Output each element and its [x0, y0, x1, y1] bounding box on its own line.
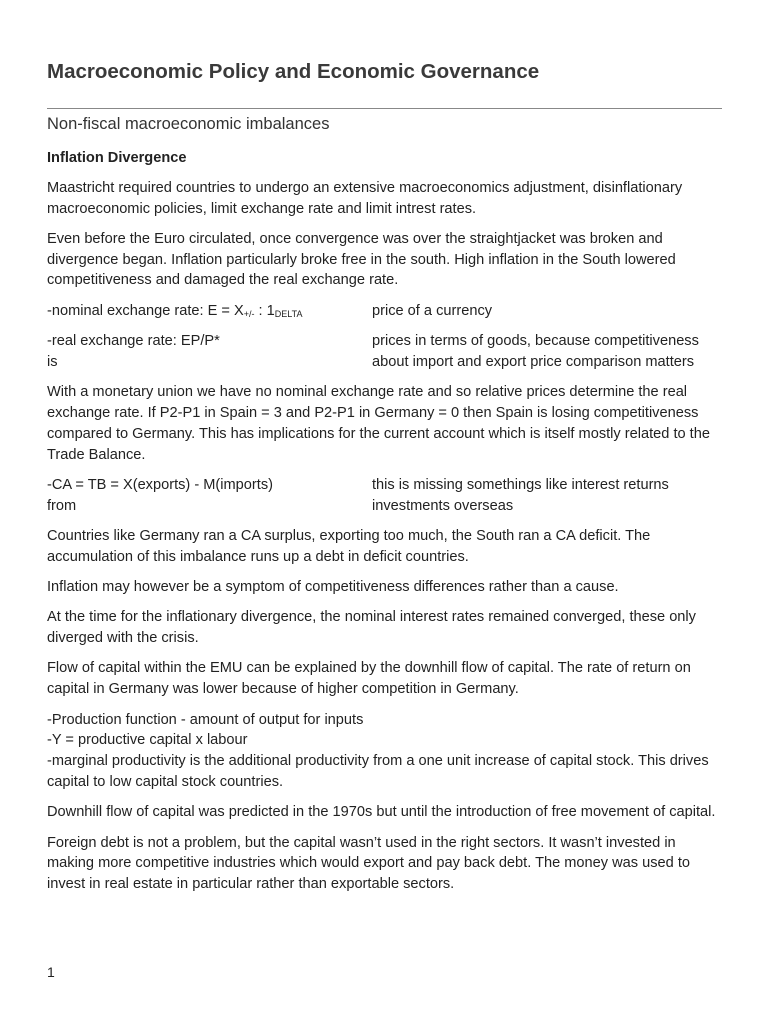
nominal-formula-delta: DELTA	[274, 308, 303, 319]
ca-description-line2: investments overseas	[372, 497, 514, 514]
list-item: -Production function - amount of output for inputs	[47, 711, 364, 728]
bullet-list	[47, 710, 722, 793]
ca-formula: -CA = TB = X(exports) - M(imports)	[47, 476, 273, 493]
nominal-formula	[47, 301, 302, 325]
nominal-formula-prefix: -nominal exchange rate: E = X	[47, 302, 244, 319]
paragraph-maastricht: Maastricht required countries to undergo an extensive macroeconomics adjustment, disinflationary macroeconomic policies, limit exchange rate and limit intrest rates.	[47, 179, 683, 217]
paragraph-ca-surplus: Countries like Germany ran a CA surplus, exporting too much, the South ran a CA deficit. The accumulation of this imbalance runs up a debt in deficit countries.	[47, 527, 651, 565]
real-exchange-rate-row	[47, 331, 722, 373]
page-number: 1	[47, 964, 55, 980]
real-formula: -real exchange rate: EP/P*	[47, 333, 220, 350]
paragraph-inflation-symptom: Inflation may however be a symptom of competitiveness differences rather than a cause.	[47, 579, 619, 596]
section-heading: Inflation Divergence	[47, 150, 187, 166]
real-formula-continuation: is	[47, 353, 58, 370]
ca-description-line1: this is missing somethings like interest returns	[372, 476, 669, 493]
ca-formula-continuation: from	[47, 497, 77, 514]
title-divider	[47, 108, 722, 109]
list-item: -marginal productivity is the additional productivity from a one unit increase of capital stock. This drives capital to low capital stock countries.	[47, 753, 709, 790]
paragraph-interest-rates: At the time for the inflationary divergence, the nominal interest rates remained converged, these only diverged with the crisis.	[47, 609, 696, 647]
nominal-formula-middle: : 1	[254, 302, 275, 319]
document-body	[47, 148, 722, 904]
nominal-formula-subscript: +/-	[243, 308, 255, 319]
current-account-row	[47, 475, 722, 517]
real-description-line2: about import and export price comparison matters	[372, 353, 695, 370]
list-item: -Y = productive capital x labour	[47, 732, 248, 749]
paragraph-capital-flow: Flow of capital within the EMU can be explained by the downhill flow of capital. The rate of return on capital in Germany was lower because of higher competition in Germany.	[47, 660, 691, 698]
nominal-exchange-rate-row	[47, 301, 722, 322]
real-description-line1: prices in terms of goods, because competitiveness	[372, 333, 699, 350]
paragraph-monetary-union: With a monetary union we have no nominal exchange rate and so relative prices determine the real exchange rate. If P2-P1 in Spain = 3 and P2-P1 in Germany = 0 then Spain is losing competitiveness compared to Germany. This has implications for the current account which is itself mostly related to the Trade Balance.	[47, 384, 710, 463]
paragraph-downhill-flow: Downhill flow of capital was predicted in the 1970s but until the introduction of free movement of capital.	[47, 804, 716, 821]
paragraph-divergence: Even before the Euro circulated, once convergence was over the straightjacket was broken and divergence began. Inflation particularly broke free in the south. High inflation in the South lowered competitiveness and damaged the real exchange rate.	[47, 230, 676, 289]
paragraph-foreign-debt: Foreign debt is not a problem, but the capital wasn’t used in the right sectors. It wasn’t invested in making more competitive industries which would export and pay back debt. The money was used to invest in real estate in particular rather than exportable sectors.	[47, 834, 691, 893]
section-subtitle: Non-fiscal macroeconomic imbalances	[47, 115, 330, 133]
nominal-description: price of a currency	[372, 302, 493, 319]
document-title: Macroeconomic Policy and Economic Governance	[47, 60, 540, 83]
